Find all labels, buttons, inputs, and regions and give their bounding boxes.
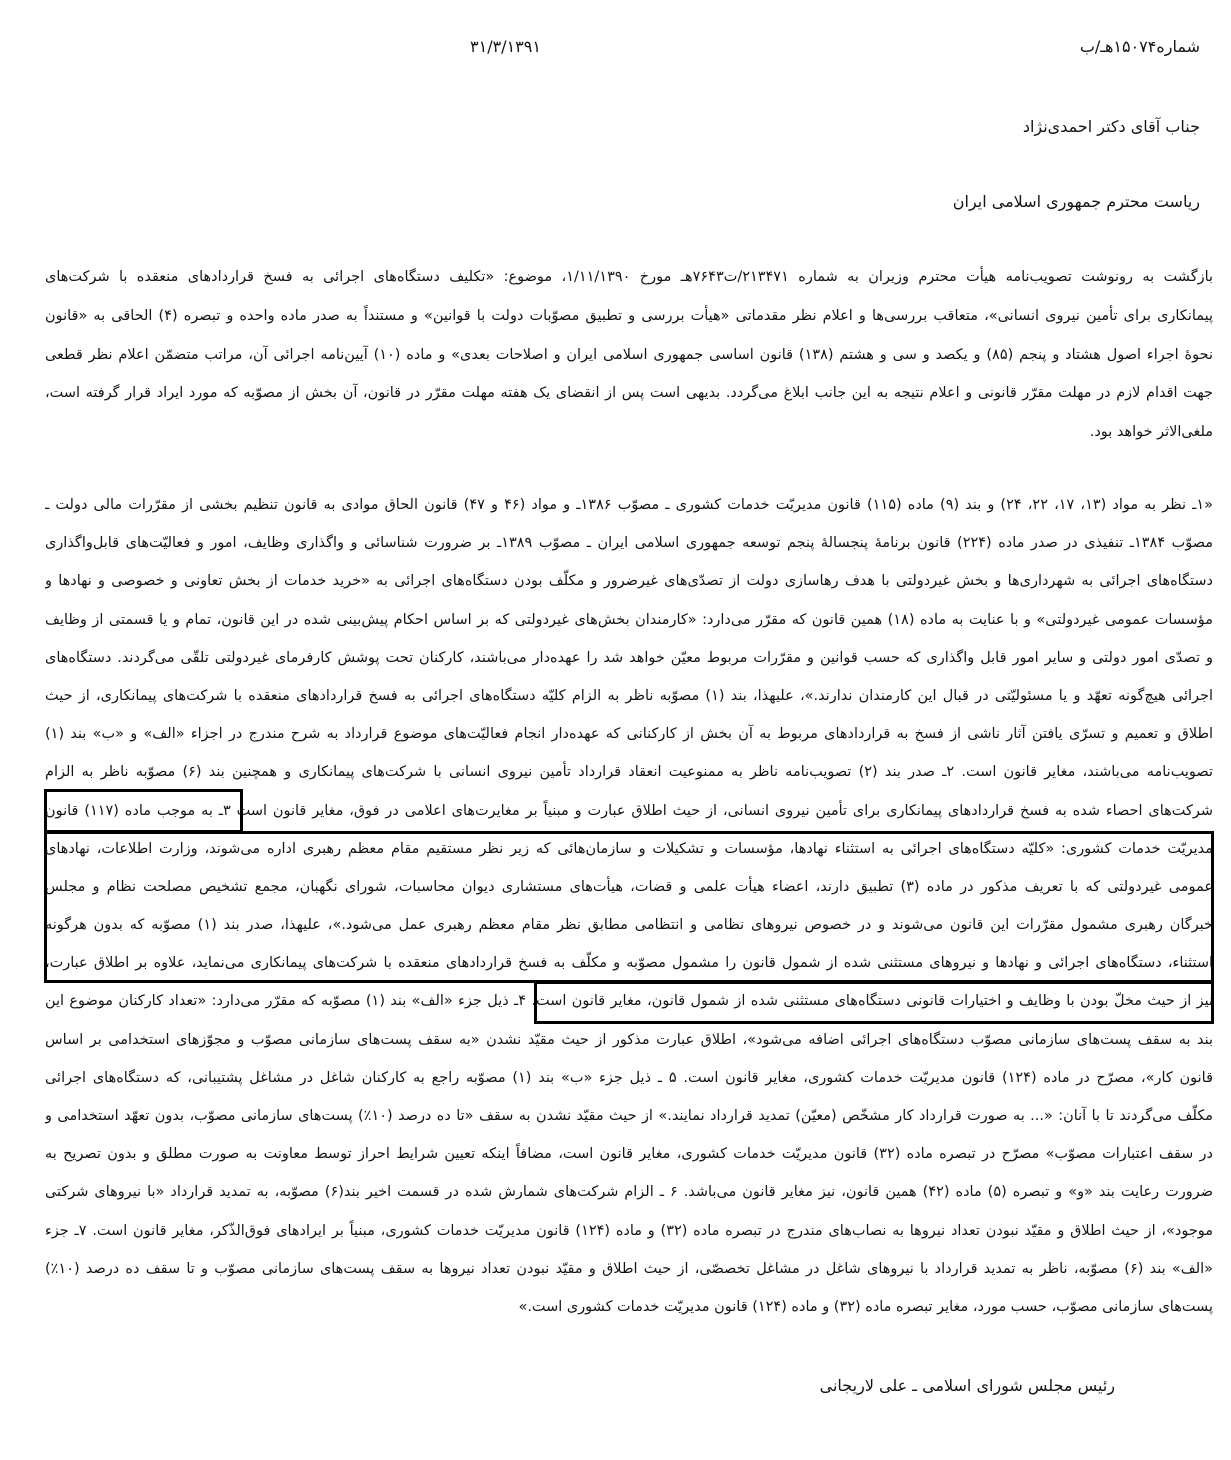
- intro-line: پیمانکاری برای تأمین نیروی انسانی»، متعاقب بررسی‌ها و اعلام نظر مقدماتی «هیأت بررسی و تطبیق مصوّبات دولت با قوانین» و مستنداً به صدر ماده واحده و تبصره (۴) الحاقی به «قانون: [45, 307, 1213, 324]
- intro-line: جهت اقدام لازم در مهلت مقرّر قانونی و اعلام نتیجه به این جانب ابلاغ می‌گردد. بدیهی است پس از انقضای یک هفته مهلت مقرّر در قانون، آن بخش از مصوّبه که مورد ایراد قرار گرفته است،: [45, 385, 1213, 402]
- intro-line: بازگشت به رونوشت تصویب‌نامه هیأت محترم وزیران به شماره ۲۱۳۴۷۱/ت۷۶۴۳هـ مورخ ۱/۱۱/۱۳۹۰، موضوع: «تکلیف دستگاه‌های اجرائی به فسخ قراردادهای منعقده با شرکت‌های: [45, 269, 1213, 285]
- decision-line: و تصدّی امور دولتی و سایر امور قابل واگذاری که حسب قوانین و مقرّرات مربوط معیّن خواهد شد را عهده‌دار می‌باشند، کارکنان تحت پوشش کارفرمای غیردولتی تلقّی می‌گردند. دستگاه‌های: [45, 649, 1213, 666]
- decision-line: پست‌های سازمانی مصوّب، حسب مورد، مغایر تبصره ماده (۳۲) و ماده (۱۲۴) قانون مدیریّت خدمات کشوری است.»: [518, 1298, 1213, 1315]
- decision-line: ضرورت رعایت بند «و» و تبصره (۵) ماده (۴۲) همین قانون، نیز مغایر قانون می‌باشد. ۶ ـ الزام شرکت‌های شمارش شده در قسمت اخیر بند(۶) مصوّبه، به تمدید قرارداد «با نیروهای شرکتی: [45, 1184, 1213, 1201]
- decision-line: در سقف اعتبارات مصوّب» مصرّح در تبصره ماده (۳۲) قانون مدیریّت خدمات کشوری، مغایر قانون است، مضافاً اینکه تعیین شرایط احراز توسط معاونت به صورت مطلق و بدون تصریح به: [45, 1146, 1213, 1163]
- decision-line: خبرگان رهبری مشمول مقرّرات این قانون می‌شوند و در خصوص نیروهای نظامی و انتظامی مطابق نظر مقام معظم رهبری عمل می‌شود.»، علیهذا، صدر بند (۱) مصوّبه که بدون هرگونه: [45, 917, 1213, 934]
- decision-line: نیز از حیث مخلّ بودن با وظایف و اختیارات قانونی دستگاه‌های مستثنی شده از شمول قانون، مغایر قانون است. ۴ـ ذیل جزء «الف» بند (۱) مصوّبه که مقرّر می‌دارد: «تعداد کارکنان موضوع این: [45, 993, 1213, 1010]
- decision-line: عمومی غیردولتی که با تعریف مذکور در ماده (۳) تطبیق دارند، اعضاء هیأت علمی و قضات، هیأت‌های مستشاری دیوان محاسبات، شورای نگهبان، مجمع تشخیص مصلحت نظام و مجلس: [45, 878, 1213, 895]
- decision-line: دستگاه‌های اجرائی به شهرداری‌ها و بخش غیردولتی با هدف رهاسازی دولت از تصدّی‌های غیرضرور و مکلّف بودن دستگاه‌های اجرائی به «خرید خدمات از بخش تعاونی و خصوصی و نهادها و: [45, 573, 1213, 590]
- decision-line: قانون کار»، مصرّح در ماده (۱۲۴) قانون مدیریّت خدمات کشوری، مغایر قانون است. ۵ ـ ذیل جزء «ب» بند (۱) مصوّبه راجع به کارکنان شاغل در مشاغل پشتیبانی، که دستگاه‌های اجرائی: [45, 1069, 1213, 1086]
- decision-line: مؤسسات عمومی غیردولتی» و با عنایت به ماده (۱۸) همین قانون که مقرّر می‌دارد: «کارمندان بخش‌های غیردولتی که بر اساس احکام پیش‌بینی شده در این قانون، تمام و یا قسمتی از وظایف: [45, 611, 1213, 628]
- addressee-title: ریاست محترم جمهوری اسلامی ایران: [952, 192, 1200, 211]
- letter-date: ۳۱/۳/۱۳۹۱: [470, 37, 541, 56]
- addressee-name: جناب آقای دکتر احمدی‌نژاد: [1022, 117, 1200, 136]
- signature: رئیس مجلس شورای اسلامی ـ علی لاریجانی: [819, 1376, 1115, 1395]
- decision-line: «الف» بند (۶) مصوّبه، ناظر به تمدید قرارداد با نیروهای شاغل در مشاغل تخصصّی، از حیث اطلاق و مقیّد نبودن تعداد نیروها به سقف پست‌های سازمانی مصوّب و تا سقف ده درصد (۱۰٪): [45, 1260, 1213, 1277]
- intro-paragraph: [45, 258, 1213, 452]
- intro-line: نحوۀ اجراء اصول هشتاد و پنجم (۸۵) و یکصد و سی و هشتم (۱۳۸) قانون اساسی جمهوری اسلامی ایران و اصلاحات بعدی» و ماده (۱۰) آیین‌نامه اجرائی آن، مراتب متضمّن اعلام نظر قطعی: [45, 346, 1213, 363]
- decision-line: «۱ـ نظر به مواد (۱۳، ۱۷، ۲۲، ۲۴) و بند (۹) ماده (۱۱۵) قانون مدیریّت خدمات کشوری ـ مصوّب ۱۳۸۶ـ و مواد (۴۶ و ۴۷) قانون الحاق موادی به قانون تنظیم بخشی از مقرّرات مالی دولت ـ: [45, 497, 1213, 513]
- decision-line: شرکت‌های احصاء شده به فسخ قراردادهای پیمانکاری برای تأمین نیروی انسانی، از حیث اطلاق عبارت و مبنیاً بر مغایرت‌های اعلامی در فوق، مغایر قانون است ۳ـ به موجب ماده (۱۱۷) قانون: [45, 802, 1213, 819]
- intro-line: ملغی‌الاثر خواهد بود.: [1089, 424, 1213, 440]
- decision-line: استثناء، دستگاه‌های اجرائی و نهادها و نیروهای مستثنی شده از شمول قانون را مشمول مصوّبه و مکلّف به فسخ قراردادهای منعقده با شرکت‌های پیمانکاری می‌نماید، علاوه بر اطلاق عبارت،: [45, 955, 1213, 972]
- decision-line: مصوّب ۱۳۸۴ـ تنفیذی در صدر ماده (۲۲۴) قانون برنامۀ پنجسالۀ پنجم توسعه جمهوری اسلامی ایران ـ مصوّب ۱۳۸۹ـ بر ضرورت شناسائی و واگذاری وظایف، امور و فعالیّت‌های قابل‌واگذاری: [45, 535, 1213, 552]
- decision-line: اطلاق و تعمیم و تسرّی یافتن آثار ناشی از فسخ به قراردادهای مربوط به آن بخش از کارکنانی که عهده‌دار انجام فعالیّت‌های موضوع قرارداد به شرح مندرج در اجزاء «الف» و «ب» بند (۱): [45, 726, 1213, 743]
- decision-line: مدیریّت خدمات کشوری: «کلیّه دستگاه‌های اجرائی به استثناء نهادها، مؤسسات و تشکیلات و سازمان‌هائی که زیر نظر مستقیم مقام معظم رهبری اداره می‌شوند، وزارت اطلاعات، نهادهای: [45, 840, 1213, 857]
- decision-line: اجرائی هیچ‌گونه تعهّد و یا مسئولیّتی در قبال این کارمندان ندارند.»، علیهذا، بند (۱) مصوّبه ناظر به الزام کلیّه دستگاه‌های اجرائی به فسخ قراردادهای منعقده با شرکت‌های پیمانکاری، از حیث: [45, 687, 1213, 704]
- decision-paragraph: [45, 486, 1213, 1326]
- letter-number: شماره۱۵۰۷۴هـ/ب: [1079, 37, 1200, 56]
- decision-line: مکلّف می‌گردند تا با آنان: «... به صورت قرارداد کار مشخّص (معیّن) تمدید قرارداد نمایند.» از حیث مقیّد نشدن به سقف «تا ده درصد (۱۰٪) پست‌های سازمانی مصوّب، بدون تعهّد استخدامی و: [45, 1108, 1213, 1124]
- decision-line: موجود»، از حیث اطلاق و مقیّد نبودن تعداد نیروها به نصاب‌های مندرج در تبصره ماده (۳۲) و ماده (۱۲۴) قانون مدیریّت خدمات کشوری، مبنیاً بر ایرادهای فوق‌الذّکر، مغایر قانون است. ۷ـ جزء: [45, 1222, 1213, 1239]
- decision-line: بند به سقف پست‌های سازمانی مصوّب دستگاه‌های اجرائی اضافه می‌شود»، اطلاق عبارت مذکور از حیث مقیّد نشدن «به سقف پست‌های سازمانی مصوّب و مجوّزهای استخدامی بر اساس: [45, 1031, 1213, 1048]
- decision-line: تصویب‌نامه می‌باشند، مغایر قانون است. ۲ـ صدر بند (۲) تصویب‌نامه ناظر به ممنوعیت انعقاد قرارداد تأمین نیروی انسانی با شرکت‌های پیمانکاری و همچنین بند (۶) مصوّبه ناظر به الزام: [45, 764, 1213, 781]
